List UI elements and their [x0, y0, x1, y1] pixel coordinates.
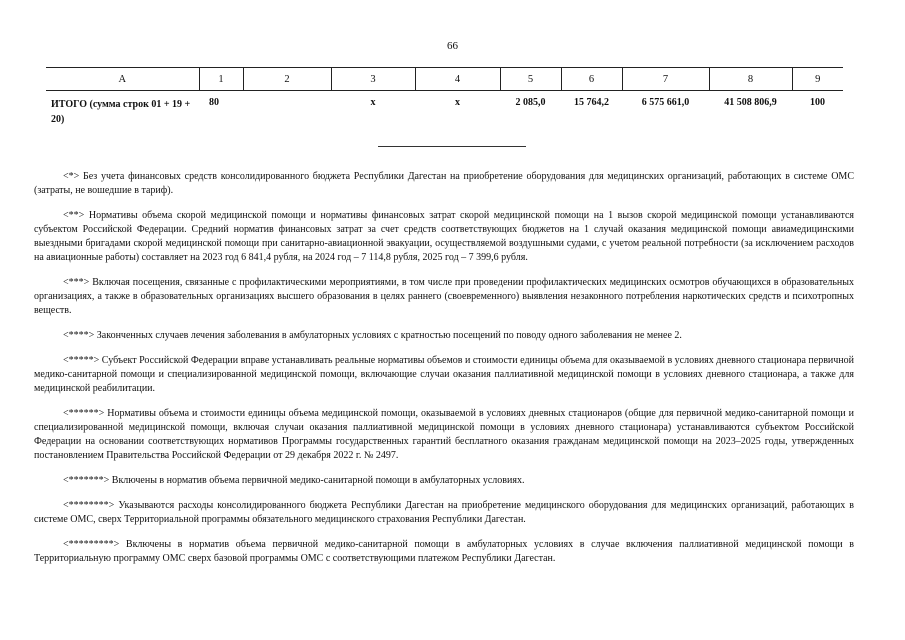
column-header: 9	[792, 68, 843, 91]
total-cell-2	[243, 91, 331, 128]
column-header: 1	[199, 68, 243, 91]
total-cell-1: 80	[209, 97, 219, 108]
table-row-total	[46, 91, 843, 128]
footnote: <*********> Включены в норматив объема первичной медико-санитарной помощи в амбулаторных условиях в случае включения паллиативной медицинской помощи в Территориальную программу ОМС сверх базовой программы ОМС с соответствующими платежом Республики Дагестан.	[34, 539, 854, 564]
column-header: 7	[622, 68, 709, 91]
footnote: <******> Нормативы объема и стоимости единицы объема медицинской помощи, оказываемой в условиях дневных стационаров (общие для первичной медико-санитарной помощи и специализированной медицинской помощи, включая случаи оказания паллиативной медицинской помощи в условиях дневного стационара) устанавливаются субъектом Российской Федерации на основании соответствующих нормативов Программы государственных гарантий бесплатного оказания гражданам медицинской помощи на 2023–2025 годы, утвержденных постановлением Правительства Российской Федерации от 29 декабря 2022 г. № 2497.	[34, 408, 854, 461]
footnote: <*****> Субъект Российской Федерации вправе устанавливать реальные нормативы объемов и стоимости единицы объема для оказываемой в условиях дневного стационара первичной медико-санитарной помощи и специализированной медицинской помощи, включающие случаи оказания паллиативной медицинской помощи в условиях дневного стационара, а также для медицинской реабилитации.	[34, 355, 854, 394]
page-number: 66	[447, 40, 458, 52]
footnote-separator	[378, 146, 526, 147]
footnote: <*> Без учета финансовых средств консолидированного бюджета Республики Дагестан на приобретение оборудования для медицинских организаций, работающих в системе ОМС (затраты, не вошедшие в тариф).	[34, 171, 854, 196]
column-header: А	[46, 68, 199, 91]
total-cell-9: 100	[810, 97, 825, 108]
total-cell-7: 6 575 661,0	[641, 97, 690, 108]
footnote: <********> Указываются расходы консолидированного бюджета Республики Дагестан на приобретение медицинского оборудования для медицинских организаций, работающих в системе ОМС, сверх Территориальной программы обязательного медицинского страхования Республики Дагестан.	[34, 500, 854, 525]
column-header: 6	[561, 68, 622, 91]
footnote: <***> Включая посещения, связанные с профилактическими мероприятиями, в том числе при проведении профилактических медицинских осмотров обучающихся в образовательных организациях, а также в образовательных организациях высшего образования в целях раннего (своевременного) выявления незаконного потребления наркотических средств и психотропных веществ.	[34, 277, 854, 316]
footnotes	[34, 170, 854, 577]
total-cell-4: х	[455, 97, 460, 108]
total-cell-8: 41 508 806,9	[724, 97, 777, 108]
column-header: 8	[709, 68, 792, 91]
total-cell-6: 15 764,2	[574, 97, 609, 108]
footnote: <**> Нормативы объема скорой медицинской помощи и нормативы финансовых затрат скорой медицинской помощи на 1 вызов скорой медицинской помощи устанавливаются субъектом Российской Федерации. Средний норматив финансовых затрат за счет средств соответствующих бюджетов на 1 случай оказания медицинской помощи авиамедицинскими выездными бригадами скорой медицинской помощи при санитарно-авиационной эвакуации, осуществляемой воздушными судами, с учетом реальной потребности (за исключением расходов на авиационные работы) составляет на 2023 год 6 841,4 рубля, на 2024 год – 7 114,8 рубля, 2025 год – 7 399,6 рубля.	[34, 210, 854, 263]
column-header: 5	[500, 68, 561, 91]
footnote: <****> Законченных случаев лечения заболевания в амбулаторных условиях с кратностью посещений по поводу одного заболевания не менее 2.	[63, 330, 682, 341]
column-header: 3	[331, 68, 415, 91]
total-cell-5: 2 085,0	[515, 97, 546, 108]
footnote: <*******> Включены в норматив объема первичной медико-санитарной помощи в амбулаторных условиях.	[63, 475, 525, 486]
total-cell-3: х	[370, 97, 376, 108]
column-header: 4	[415, 68, 500, 91]
total-row-label: ИТОГО (сумма строк 01 + 19 + 20)	[51, 99, 191, 125]
table-header-row	[46, 68, 843, 91]
column-header: 2	[243, 68, 331, 91]
summary-table	[46, 67, 843, 127]
